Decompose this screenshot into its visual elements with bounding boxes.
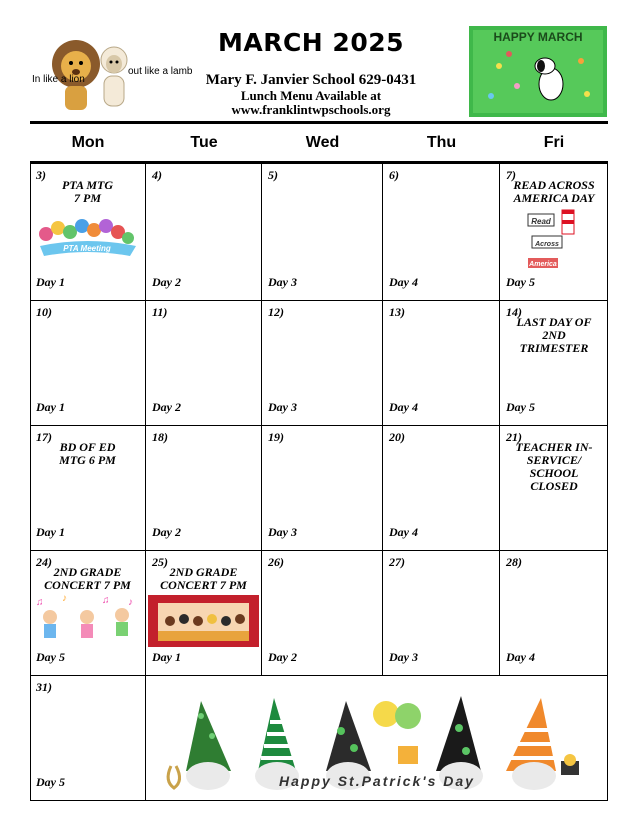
weekday-wed: Wed — [305, 134, 340, 151]
lunch-menu-text: Lunch Menu Available at — [240, 88, 382, 103]
day-number: 20) — [389, 430, 405, 444]
svg-text:♪: ♪ — [62, 593, 67, 604]
pta-balloons-illustration — [34, 216, 140, 268]
lion-caption: In like a lion — [32, 74, 85, 85]
rotation-day: Day 5 — [506, 400, 535, 414]
rotation-day: Day 3 — [268, 525, 297, 539]
rotation-day: Day 4 — [389, 525, 418, 539]
calendar-day-cell[interactable] — [500, 426, 608, 551]
happy-march-logo — [469, 26, 607, 117]
calendar-day-cell[interactable] — [146, 426, 262, 551]
day-number: 4) — [152, 168, 162, 182]
weekday-mon: Mon — [71, 134, 105, 151]
calendar-day-cell[interactable] — [146, 301, 262, 426]
rotation-day: Day 2 — [152, 275, 181, 289]
weekday-fri: Fri — [543, 134, 565, 151]
day-number: 24) — [36, 555, 52, 569]
rotation-day: Day 5 — [506, 275, 535, 289]
horseshoe-icon — [168, 766, 179, 788]
rotation-day: Day 5 — [36, 775, 65, 789]
calendar-day-cell[interactable] — [500, 164, 608, 301]
day-number: 31) — [36, 680, 52, 694]
page-title: MARCH 2025 — [217, 28, 405, 57]
calendar-day-cell[interactable] — [500, 551, 608, 676]
rotation-day: Day 2 — [268, 650, 297, 664]
day-number: 18) — [152, 430, 168, 444]
svg-text:♫: ♫ — [36, 597, 44, 608]
rotation-day: Day 1 — [36, 400, 65, 414]
read-across-america-illustration — [524, 206, 580, 272]
lunch-menu-note — [160, 89, 462, 117]
svg-text:America: America — [529, 261, 557, 268]
balloons-icon — [373, 701, 421, 764]
calendar-day-cell[interactable] — [383, 301, 500, 426]
calendar-day-cell[interactable] — [30, 164, 146, 301]
lion-lamb-logo — [30, 24, 193, 116]
calendar-day-cell[interactable] — [383, 426, 500, 551]
day-number: 10) — [36, 305, 52, 319]
day-number: 6) — [389, 168, 399, 182]
svg-text:Across: Across — [535, 241, 559, 248]
rotation-day: Day 4 — [506, 650, 535, 664]
weekday-header — [30, 124, 608, 162]
rotation-day: Day 5 — [36, 650, 65, 664]
day-number: 14) — [506, 305, 522, 319]
day-number: 21) — [506, 430, 522, 444]
event-text: READ ACROSS AMERICA DAY — [513, 178, 595, 205]
day-number: 7) — [506, 168, 516, 182]
calendar-day-cell[interactable] — [262, 301, 383, 426]
calendar-day-cell[interactable] — [500, 301, 608, 426]
svg-text:PTA Meeting: PTA Meeting — [63, 244, 111, 253]
day-number: 11) — [152, 305, 168, 319]
calendar-day-cell[interactable] — [383, 551, 500, 676]
school-name: Mary F. Janvier School 629-0431 — [205, 72, 417, 88]
day-number: 5) — [268, 168, 278, 182]
day-number: 27) — [389, 555, 405, 569]
rotation-day: Day 4 — [389, 275, 418, 289]
calendar-day-cell[interactable] — [146, 164, 262, 301]
calendar-day-cell[interactable] — [30, 676, 146, 801]
event-text: 2ND GRADE CONCERT 7 PM — [44, 565, 131, 592]
event-text: BD OF ED MTG 6 PM — [59, 440, 116, 467]
stage-concert-illustration — [148, 595, 259, 647]
svg-text:Read: Read — [531, 217, 551, 226]
calendar-day-cell[interactable] — [30, 551, 146, 676]
calendar-day-cell[interactable] — [383, 164, 500, 301]
rotation-day: Day 2 — [152, 525, 181, 539]
rotation-day: Day 2 — [152, 400, 181, 414]
rotation-day: Day 4 — [389, 400, 418, 414]
calendar-grid — [30, 164, 608, 801]
banner-text: Happy St.Patrick's Day — [279, 773, 475, 789]
day-number: 17) — [36, 430, 52, 444]
gnome-icon — [186, 701, 231, 790]
weekday-thu: Thu — [426, 134, 457, 151]
event-text: PTA MTG 7 PM — [61, 178, 113, 205]
svg-text:♪: ♪ — [128, 597, 133, 608]
rotation-day: Day 3 — [268, 275, 297, 289]
st-patricks-banner — [146, 676, 608, 801]
happy-march-text: HAPPY MARCH — [493, 30, 583, 44]
event-text: LAST DAY OF 2ND TRIMESTER — [516, 315, 592, 355]
day-number: 26) — [268, 555, 284, 569]
rotation-day: Day 3 — [389, 650, 418, 664]
calendar-day-cell[interactable] — [146, 551, 262, 676]
day-number: 12) — [268, 305, 284, 319]
singing-kids-illustration — [32, 593, 142, 641]
calendar-day-cell[interactable] — [262, 551, 383, 676]
day-number: 19) — [268, 430, 284, 444]
day-number: 28) — [506, 555, 522, 569]
calendar-day-cell[interactable] — [262, 426, 383, 551]
rotation-day: Day 1 — [152, 650, 181, 664]
rotation-day: Day 3 — [268, 400, 297, 414]
gnome-icon — [506, 698, 579, 790]
svg-text:♫: ♫ — [102, 595, 110, 606]
day-number: 25) — [152, 555, 168, 569]
calendar-day-cell[interactable] — [262, 164, 383, 301]
weekday-tue: Tue — [190, 134, 218, 151]
gnomes-illustration — [146, 676, 608, 801]
calendar-day-cell[interactable] — [30, 426, 146, 551]
lamb-caption: out like a lamb — [128, 66, 193, 77]
event-text: 2ND GRADE CONCERT 7 PM — [160, 565, 247, 592]
rotation-day: Day 1 — [36, 275, 65, 289]
rotation-day: Day 1 — [36, 525, 65, 539]
day-number: 3) — [36, 168, 46, 182]
website-link[interactable]: www.franklintwpschools.org — [231, 102, 391, 117]
event-text: TEACHER IN- SERVICE/ SCHOOL CLOSED — [515, 440, 593, 493]
calendar-day-cell[interactable] — [30, 301, 146, 426]
day-number: 13) — [389, 305, 405, 319]
calendar-header — [0, 0, 621, 122]
